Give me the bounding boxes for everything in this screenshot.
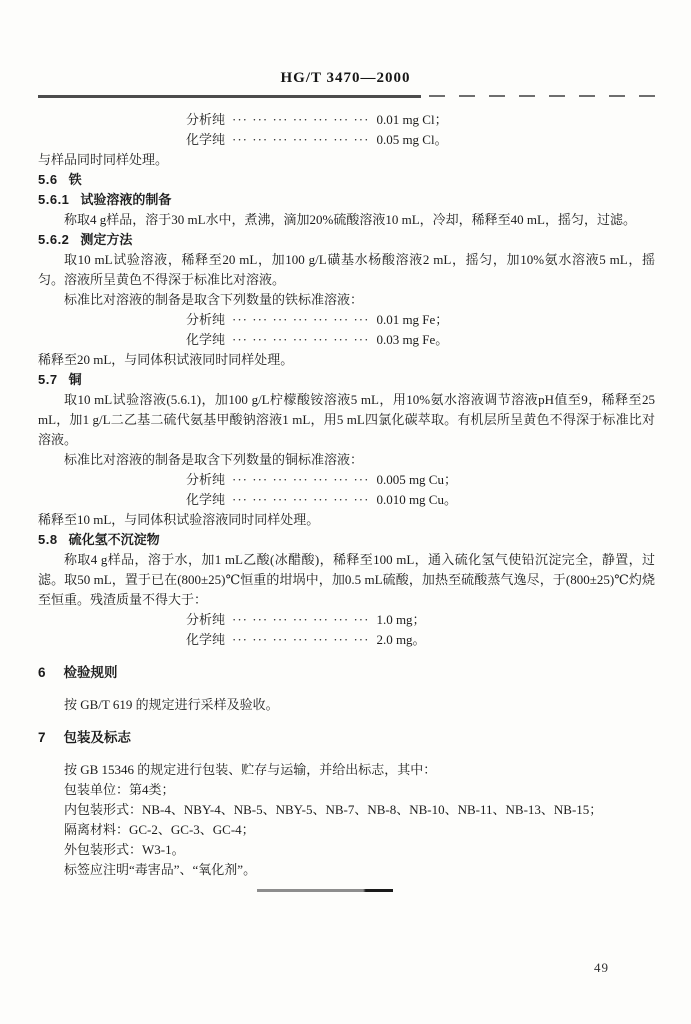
limit-value: 2.0 mg。 <box>376 632 426 647</box>
section-number: 5.6.2 <box>38 232 70 247</box>
paragraph: 按 GB/T 619 的规定进行采样及验收。 <box>64 697 279 712</box>
section-title: 试验溶液的制备 <box>80 192 172 207</box>
grade-label: 分析纯 <box>186 472 226 487</box>
page-header <box>0 0 691 87</box>
section-heading-5-6-1 <box>38 190 655 210</box>
section-title: 测定方法 <box>80 232 133 247</box>
section-number: 6 <box>38 665 46 680</box>
section-title: 硫化氢不沉淀物 <box>68 532 160 547</box>
grade-label: 化学纯 <box>186 492 226 507</box>
packaging-line: 内包装形式：NB-4、NBY-4、NB-5、NBY-5、NB-7、NB-8、NB-10、NB-11、NB-13、NB-15； <box>64 802 603 817</box>
packaging-line: 标签应注明“毒害品”、“氧化剂”。 <box>64 862 257 877</box>
limit-line <box>186 310 655 330</box>
dot-leader: ··· ··· ··· ··· ··· ··· ··· <box>232 312 370 327</box>
section-title: 检验规则 <box>63 665 118 680</box>
dot-leader: ··· ··· ··· ··· ··· ··· ··· <box>232 472 370 487</box>
chloride-limit-list <box>38 110 655 150</box>
section-heading-5-6 <box>38 170 655 190</box>
dot-leader: ··· ··· ··· ··· ··· ··· ··· <box>232 492 370 507</box>
limit-line <box>186 630 655 650</box>
paragraph: 标准比对溶液的制备是取含下列数量的铁标准溶液： <box>64 292 364 307</box>
section-number: 7 <box>38 730 46 745</box>
limit-value: 1.0 mg； <box>376 612 426 627</box>
procedure-note: 稀释至20 mL，与同体积试液同时同样处理。 <box>38 352 294 367</box>
section-title: 包装及标志 <box>63 730 132 745</box>
dot-leader: ··· ··· ··· ··· ··· ··· ··· <box>232 112 370 127</box>
header-rule-solid <box>38 95 421 98</box>
limit-value: 0.010 mg Cu。 <box>376 492 457 507</box>
section-number: 5.7 <box>38 372 58 387</box>
limit-line <box>186 610 655 630</box>
copper-limit-list <box>38 470 655 510</box>
dot-leader: ··· ··· ··· ··· ··· ··· ··· <box>232 132 370 147</box>
header-rule-dashed <box>429 95 655 97</box>
limit-line <box>186 470 655 490</box>
paragraph: 取10 mL试验溶液，稀释至20 mL，加100 g/L磺基水杨酸溶液2 mL，摇匀，加10%氨水溶液5 mL，摇匀。溶液所呈黄色不得深于标准比对溶液。 <box>38 252 655 287</box>
section-number: 5.6.1 <box>38 192 70 207</box>
section-title: 铜 <box>68 372 82 387</box>
section-heading-6 <box>38 663 655 683</box>
grade-label: 分析纯 <box>186 312 226 327</box>
paragraph: 按 GB 15346 的规定进行包装、贮存与运输，并给出标志，其中： <box>64 762 437 777</box>
section-title: 铁 <box>68 172 82 187</box>
grade-label: 化学纯 <box>186 632 226 647</box>
iron-limit-list <box>38 310 655 350</box>
packaging-line: 外包装形式：W3-1。 <box>64 842 185 857</box>
limit-line <box>186 330 655 350</box>
limit-value: 0.01 mg Fe； <box>376 312 449 327</box>
section-heading-5-8 <box>38 530 655 550</box>
section-heading-5-6-2 <box>38 230 655 250</box>
dot-leader: ··· ··· ··· ··· ··· ··· ··· <box>232 612 370 627</box>
limit-value: 0.05 mg Cl。 <box>376 132 448 147</box>
limit-line <box>186 110 655 130</box>
section-heading-7 <box>38 728 655 748</box>
section-number: 5.6 <box>38 172 58 187</box>
dot-leader: ··· ··· ··· ··· ··· ··· ··· <box>232 332 370 347</box>
limit-line <box>186 490 655 510</box>
dot-leader: ··· ··· ··· ··· ··· ··· ··· <box>232 632 370 647</box>
limit-value: 0.005 mg Cu； <box>376 472 457 487</box>
residue-limit-list <box>38 610 655 650</box>
section-heading-5-7 <box>38 370 655 390</box>
limit-value: 0.03 mg Fe。 <box>376 332 449 347</box>
grade-label: 化学纯 <box>186 332 226 347</box>
standard-code: HG/T 3470—2000 <box>280 70 411 86</box>
grade-label: 分析纯 <box>186 612 226 627</box>
packaging-line: 隔离材料：GC-2、GC-3、GC-4； <box>64 822 255 837</box>
end-of-document-rule <box>257 889 393 892</box>
paragraph: 称取4 g样品，溶于水，加1 mL乙酸(冰醋酸)，稀释至100 mL，通入硫化氢气使铅沉淀完全，静置，过滤。取50 mL，置于已在(800±25)℃恒重的坩埚中，加0.5 mL硫酸，加热至硫酸蒸气逸尽，于(800±25)℃灼烧至恒重。残渣质量不得大于： <box>38 552 655 607</box>
packaging-line: 包装单位：第4类； <box>64 782 175 797</box>
grade-label: 化学纯 <box>186 132 226 147</box>
grade-label: 分析纯 <box>186 112 226 127</box>
paragraph: 称取4 g样品，溶于30 mL水中，煮沸，滴加20%硫酸溶液10 mL，冷却，稀释至40 mL，摇匀，过滤。 <box>64 212 636 227</box>
section-number: 5.8 <box>38 532 58 547</box>
header-rule <box>38 94 655 98</box>
page-number: 49 <box>594 960 609 975</box>
limit-value: 0.01 mg Cl； <box>376 112 448 127</box>
procedure-note: 稀释至10 mL，与同体积试验溶液同时同样处理。 <box>38 512 320 527</box>
procedure-note: 与样品同时同样处理。 <box>38 152 169 167</box>
paragraph: 取10 mL试验溶液(5.6.1)，加100 g/L柠檬酸铵溶液5 mL，用10%氨水溶液调节溶液pH值至9，稀释至25 mL，加1 g/L二乙基二硫代氨基甲酸钠溶液1 mL，用5 mL四氯化碳萃取。有机层所呈黄色不得深于标准比对溶液。 <box>38 392 655 447</box>
document-content <box>38 110 655 880</box>
limit-line <box>186 130 655 150</box>
paragraph: 标准比对溶液的制备是取含下列数量的铜标准溶液： <box>64 452 364 467</box>
